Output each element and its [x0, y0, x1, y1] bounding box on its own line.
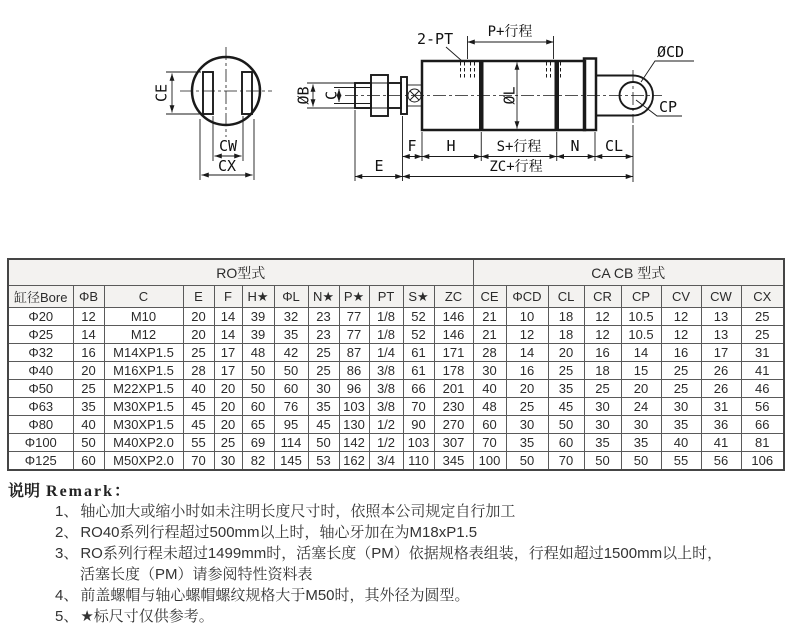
table-cell: 14 [214, 308, 242, 326]
table-cell: 18 [548, 326, 584, 344]
table-cell: 30 [308, 380, 339, 398]
table-cell: 14 [214, 326, 242, 344]
table-cell: 16 [73, 344, 104, 362]
table-cell: M16XP1.5 [104, 362, 183, 380]
table-cell: 56 [741, 398, 784, 416]
table-cell: 25 [308, 344, 339, 362]
table-cell: 35 [661, 416, 701, 434]
table-cell: 96 [339, 380, 369, 398]
column-header: N★ [308, 286, 339, 308]
table-cell: 40 [473, 380, 506, 398]
table-cell: 100 [473, 452, 506, 471]
table-cell: 69 [242, 434, 274, 452]
table-cell: 17 [214, 344, 242, 362]
table-cell: 270 [434, 416, 473, 434]
table-cell: 28 [183, 362, 214, 380]
table-cell: 24 [621, 398, 661, 416]
table-cell: 18 [548, 308, 584, 326]
table-cell: M12 [104, 326, 183, 344]
table-cell: 10 [506, 308, 548, 326]
table-cell: 14 [73, 326, 104, 344]
table-cell: 110 [403, 452, 434, 471]
table-cell: 3/8 [369, 362, 403, 380]
table-cell: 20 [214, 416, 242, 434]
table-cell: 82 [242, 452, 274, 471]
table-cell: 45 [183, 416, 214, 434]
table-cell: M10 [104, 308, 183, 326]
remark-item: 4、 前盖螺帽与轴心螺帽螺纹规格大于M50时，其外径为圆型。 [55, 587, 470, 604]
table-cell: 76 [274, 398, 308, 416]
table-cell: 201 [434, 380, 473, 398]
table-cell: 25 [661, 362, 701, 380]
table-cell: 25 [584, 380, 621, 398]
dim-label-phi-b: ØB [294, 86, 313, 105]
dim-label-s-stroke: S+行程 [496, 139, 542, 155]
table-cell: 23 [308, 308, 339, 326]
table-cell: 18 [584, 362, 621, 380]
dim-label-2pt: 2-PT [417, 30, 454, 48]
table-cell: 46 [741, 380, 784, 398]
table-cell: 25 [308, 362, 339, 380]
table-cell: 42 [274, 344, 308, 362]
table-cell: 20 [214, 380, 242, 398]
table-cell: 41 [701, 434, 741, 452]
column-header: CX [741, 286, 784, 308]
table-cell: 36 [701, 416, 741, 434]
dim-label-zc-stroke: ZC+行程 [489, 159, 543, 175]
table-cell: 14 [621, 344, 661, 362]
table-cell: 45 [548, 398, 584, 416]
table-cell: 31 [741, 344, 784, 362]
table-cell: 26 [701, 362, 741, 380]
table-cell: 50 [242, 380, 274, 398]
dim-label-e: E [374, 157, 384, 175]
table-cell: 142 [339, 434, 369, 452]
column-header: PT [369, 286, 403, 308]
table-cell: 50 [584, 452, 621, 471]
table-cell: 1/4 [369, 344, 403, 362]
table-cell: 20 [621, 380, 661, 398]
table-cell: 55 [661, 452, 701, 471]
table-cell: Φ80 [8, 416, 73, 434]
table-cell: 3/8 [369, 398, 403, 416]
table-cell: 30 [214, 452, 242, 471]
table-cell: 21 [473, 308, 506, 326]
table-cell: 28 [473, 344, 506, 362]
table-cell: 52 [403, 326, 434, 344]
dim-label-h: H [446, 137, 456, 155]
table-cell: 10.5 [621, 308, 661, 326]
column-header: CL [548, 286, 584, 308]
table-cell: 60 [274, 380, 308, 398]
dim-label-n: N [570, 137, 580, 155]
table-cell: 230 [434, 398, 473, 416]
table-cell: 30 [473, 362, 506, 380]
remark-list [8, 501, 790, 627]
table-cell: 70 [548, 452, 584, 471]
dim-label-phi-cd: ØCD [657, 43, 685, 61]
spec-table [7, 258, 785, 471]
table-cell: 50 [274, 362, 308, 380]
table-cell: M30XP1.5 [104, 416, 183, 434]
table-cell: 30 [661, 398, 701, 416]
table-cell: M40XP2.0 [104, 434, 183, 452]
dim-label-phi-l: ØL [500, 86, 519, 105]
table-cell: 39 [242, 326, 274, 344]
table-cell: 10.5 [621, 326, 661, 344]
table-cell: 17 [701, 344, 741, 362]
table-cell: 103 [403, 434, 434, 452]
table-cell: 35 [621, 434, 661, 452]
table-cell: 106 [741, 452, 784, 471]
column-header: CR [584, 286, 621, 308]
table-cell: 60 [473, 416, 506, 434]
table-cell: 53 [308, 452, 339, 471]
table-cell: 20 [73, 362, 104, 380]
table-cell: 130 [339, 416, 369, 434]
dim-label-ce: CE [152, 83, 171, 103]
table-cell: 39 [242, 308, 274, 326]
table-cell: 1/2 [369, 416, 403, 434]
table-cell: 56 [701, 452, 741, 471]
table-cell: 162 [339, 452, 369, 471]
remarks-heading-en: Remark： [46, 483, 133, 500]
table-cell: 40 [183, 380, 214, 398]
table-cell: 60 [548, 434, 584, 452]
table-cell: 41 [741, 362, 784, 380]
table-cell: 50 [242, 362, 274, 380]
table-cell: Φ63 [8, 398, 73, 416]
table-cell: 45 [308, 416, 339, 434]
table-cell: 66 [741, 416, 784, 434]
table-cell: 3/4 [369, 452, 403, 471]
table-cell: 35 [548, 380, 584, 398]
table-cell: 90 [403, 416, 434, 434]
column-header: S★ [403, 286, 434, 308]
table-cell: 40 [73, 416, 104, 434]
table-cell: 50 [308, 434, 339, 452]
table-cell: 61 [403, 362, 434, 380]
table-cell: 32 [274, 308, 308, 326]
table-cell: Φ40 [8, 362, 73, 380]
table-cell: 20 [183, 326, 214, 344]
column-header: CV [661, 286, 701, 308]
table-cell: 12 [506, 326, 548, 344]
table-cell: 146 [434, 326, 473, 344]
table-row [8, 362, 784, 380]
remarks-heading [8, 478, 790, 501]
table-cell: 70 [473, 434, 506, 452]
table-cell: Φ50 [8, 380, 73, 398]
table-row [8, 434, 784, 452]
table-cell: M22XP1.5 [104, 380, 183, 398]
table-cell: 60 [73, 452, 104, 471]
table-cell: 3/8 [369, 380, 403, 398]
table-cell: 95 [274, 416, 308, 434]
table-cell: 35 [308, 398, 339, 416]
table-cell: 70 [183, 452, 214, 471]
remark-item: 2、 RO40系列行程超过500mm以上时，轴心牙加在为M18xP1.5 [55, 524, 478, 541]
table-row [8, 452, 784, 471]
table-cell: 13 [701, 326, 741, 344]
table-cell: 25 [73, 380, 104, 398]
table-cell: 25 [661, 380, 701, 398]
dim-label-c: C [322, 90, 341, 101]
table-row [8, 398, 784, 416]
remark-item: 1、 轴心加大或缩小时如未注明长度尺寸时，依照本公司规定自行加工 [55, 503, 516, 520]
table-cell: 114 [274, 434, 308, 452]
table-cell: 25 [548, 362, 584, 380]
table-cell: Φ25 [8, 326, 73, 344]
table-cell: 1/8 [369, 308, 403, 326]
dim-label-cw: CW [218, 137, 238, 155]
table-cell: 171 [434, 344, 473, 362]
table-cell: 35 [274, 326, 308, 344]
remarks-section [8, 478, 790, 627]
table-cell: 16 [584, 344, 621, 362]
table-cell: 146 [434, 308, 473, 326]
column-header: CW [701, 286, 741, 308]
dim-label-f: F [407, 137, 417, 155]
table-cell: 1/8 [369, 326, 403, 344]
table-cell: Φ32 [8, 344, 73, 362]
table-cell: 17 [214, 362, 242, 380]
column-header: 缸径Bore [8, 286, 73, 308]
table-cell: 12 [584, 308, 621, 326]
table-cell: 23 [308, 326, 339, 344]
table-row [8, 416, 784, 434]
table-cell: 30 [584, 416, 621, 434]
table-cell: 35 [73, 398, 104, 416]
table-cell: 178 [434, 362, 473, 380]
table-cell: 50 [506, 452, 548, 471]
table-cell: 50 [73, 434, 104, 452]
table-cell: 12 [661, 326, 701, 344]
table-cell: 70 [403, 398, 434, 416]
table-row [8, 326, 784, 344]
table-cell: 20 [506, 380, 548, 398]
table-cell: 30 [506, 416, 548, 434]
table-cell: 48 [473, 398, 506, 416]
column-header: ΦL [274, 286, 308, 308]
table-cell: 52 [403, 308, 434, 326]
table-cell: 86 [339, 362, 369, 380]
table-cell: 30 [621, 416, 661, 434]
table-cell: Φ20 [8, 308, 73, 326]
column-header: F [214, 286, 242, 308]
table-cell: M50XP2.0 [104, 452, 183, 471]
remark-item: 5、 ★标尺寸仅供参考。 [55, 608, 214, 625]
table-cell: 25 [506, 398, 548, 416]
table-cell: 61 [403, 344, 434, 362]
table-cell: Φ100 [8, 434, 73, 452]
column-header: C [104, 286, 183, 308]
column-header: ΦB [73, 286, 104, 308]
table-cell: 15 [621, 362, 661, 380]
table-cell: 50 [548, 416, 584, 434]
dim-label-p-stroke: P+行程 [487, 24, 533, 40]
table-cell: 16 [661, 344, 701, 362]
table-cell: 30 [584, 398, 621, 416]
table-cell: 26 [701, 380, 741, 398]
remark-item: 3、 RO系列行程未超过1499mm时，活塞长度（PM）依据规格表组装，行程如超过1500mm以上时， [55, 545, 723, 562]
table-cell: 12 [661, 308, 701, 326]
column-header: ΦCD [506, 286, 548, 308]
table-cell: 25 [214, 434, 242, 452]
table-cell: M30XP1.5 [104, 398, 183, 416]
table-cell: M14XP1.5 [104, 344, 183, 362]
table-cell: 45 [183, 398, 214, 416]
table-cell: 12 [73, 308, 104, 326]
remark-item: 活塞长度（PM）请参阅特性资料表 [80, 566, 313, 583]
table-cell: 77 [339, 308, 369, 326]
dim-label-cx: CX [217, 157, 237, 175]
table-cell: 20 [548, 344, 584, 362]
table-cell: 13 [701, 308, 741, 326]
dim-label-cl: CL [604, 137, 624, 155]
table-cell: 60 [242, 398, 274, 416]
remarks-heading-cn: 说明 [8, 483, 41, 500]
table-cell: 40 [661, 434, 701, 452]
column-header: ZC [434, 286, 473, 308]
column-header: H★ [242, 286, 274, 308]
table-cell: 35 [506, 434, 548, 452]
table-cell: 55 [183, 434, 214, 452]
table-cell: 25 [741, 326, 784, 344]
table-cell: 1/2 [369, 434, 403, 452]
table-cell: 307 [434, 434, 473, 452]
table-cell: Φ125 [8, 452, 73, 471]
dimension-diagram [0, 0, 790, 252]
table-cell: 50 [621, 452, 661, 471]
table-cell: 77 [339, 326, 369, 344]
table-cell: 14 [506, 344, 548, 362]
table-cell: 48 [242, 344, 274, 362]
table-cell: 31 [701, 398, 741, 416]
table-cell: 145 [274, 452, 308, 471]
table-cell: 65 [242, 416, 274, 434]
column-header: E [183, 286, 214, 308]
table-cell: 35 [584, 434, 621, 452]
table-cell: 87 [339, 344, 369, 362]
column-header: P★ [339, 286, 369, 308]
table-cell: 20 [214, 398, 242, 416]
column-header: CP [621, 286, 661, 308]
table-cell: 66 [403, 380, 434, 398]
table-row [8, 344, 784, 362]
table-cell: 21 [473, 326, 506, 344]
table-cell: 12 [584, 326, 621, 344]
table-cell: 25 [183, 344, 214, 362]
end-view-drawing [152, 47, 272, 180]
table-row [8, 380, 784, 398]
table-group-header: CA CB 型式 [473, 259, 784, 286]
table-cell: 81 [741, 434, 784, 452]
table-cell: 345 [434, 452, 473, 471]
side-view-drawing [294, 24, 694, 182]
column-header: CE [473, 286, 506, 308]
table-group-header: RO型式 [8, 259, 473, 286]
table-cell: 20 [183, 308, 214, 326]
table-cell: 25 [741, 308, 784, 326]
table-row [8, 308, 784, 326]
table-cell: 103 [339, 398, 369, 416]
dim-label-cp: CP [659, 98, 678, 116]
table-cell: 16 [506, 362, 548, 380]
